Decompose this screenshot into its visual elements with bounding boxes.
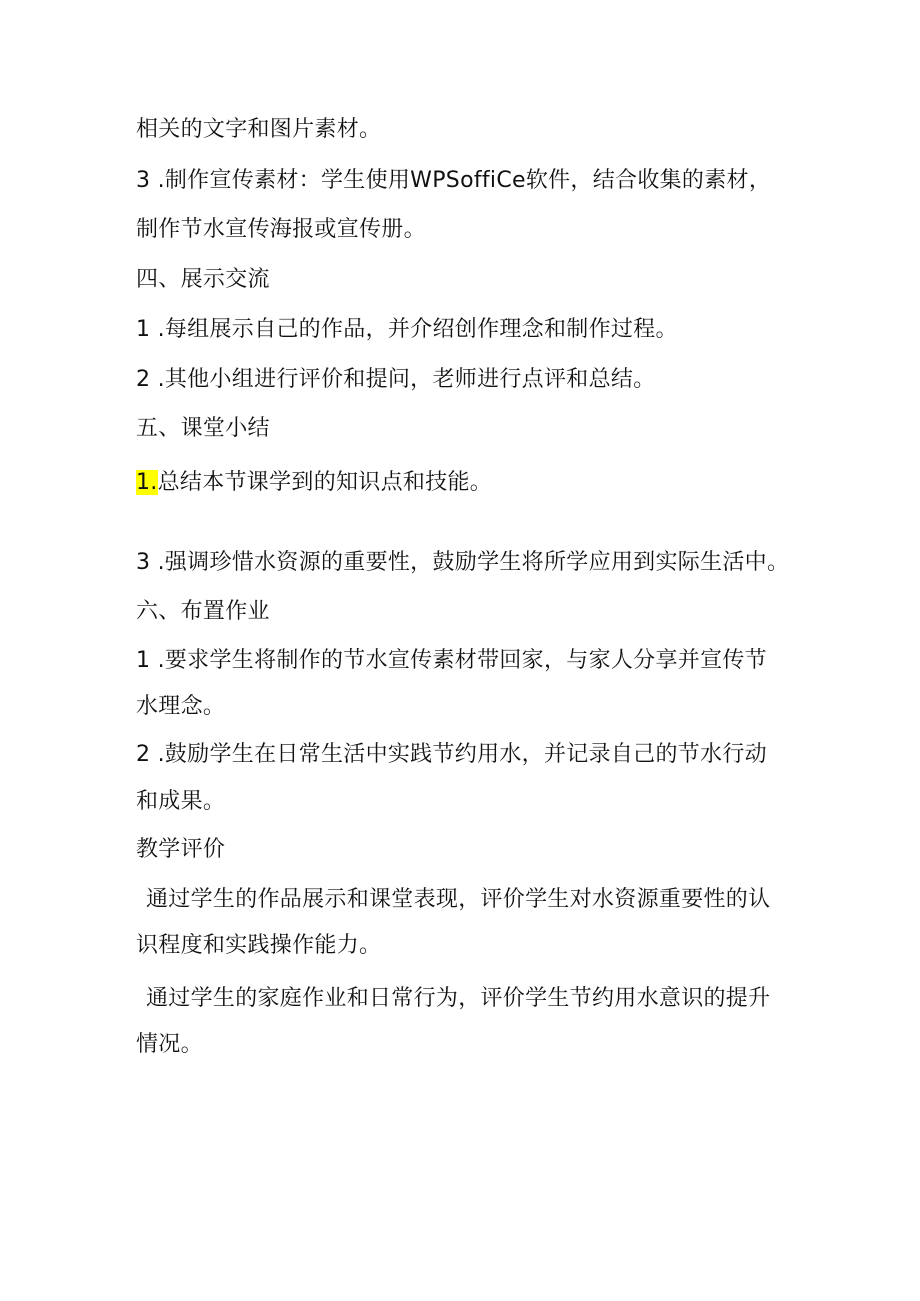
paragraph-line: 通过学生的家庭作业和日常行为，评价学生节约用水意识的提升: [146, 986, 771, 1011]
paragraph-line: 2 .其他小组进行评价和提问，老师进行点评和总结。: [136, 367, 656, 392]
paragraph-line: 1 .要求学生将制作的节水宣传素材带回家，与家人分享并宣传节: [136, 648, 767, 673]
paragraph-line: 和成果。: [136, 789, 226, 814]
section-heading: 五、课堂小结: [136, 416, 270, 441]
paragraph-line: 3 .强调珍惜水资源的重要性，鼓励学生将所学应用到实际生活中。: [136, 550, 790, 575]
section-heading: 四、展示交流: [136, 267, 270, 292]
paragraph-line: 相关的文字和图片素材。: [136, 117, 382, 142]
section-heading: 教学评价: [136, 837, 226, 862]
paragraph-text: 总结本节课学到的知识点和技能。: [157, 470, 493, 495]
section-heading: 六、布置作业: [136, 599, 270, 624]
paragraph-line: 通过学生的作品展示和课堂表现，评价学生对水资源重要性的认: [146, 887, 771, 912]
paragraph-line: 制作节水宣传海报或宣传册。: [136, 217, 426, 242]
paragraph-line: 3 .制作宣传素材：学生使用WPSoffiCe软件，结合收集的素材，: [136, 168, 772, 193]
paragraph-line: 识程度和实践操作能力。: [136, 933, 382, 958]
paragraph-line: 2 .鼓励学生在日常生活中实践节约用水，并记录自己的节水行动: [136, 742, 767, 767]
highlighted-number: 1.: [136, 470, 158, 495]
paragraph-line: 1 .每组展示自己的作品，并介绍创作理念和制作过程。: [136, 317, 678, 342]
paragraph-line: 水理念。: [136, 694, 226, 719]
paragraph-line: 情况。: [136, 1032, 203, 1057]
paragraph-line-highlighted: [136, 468, 492, 498]
